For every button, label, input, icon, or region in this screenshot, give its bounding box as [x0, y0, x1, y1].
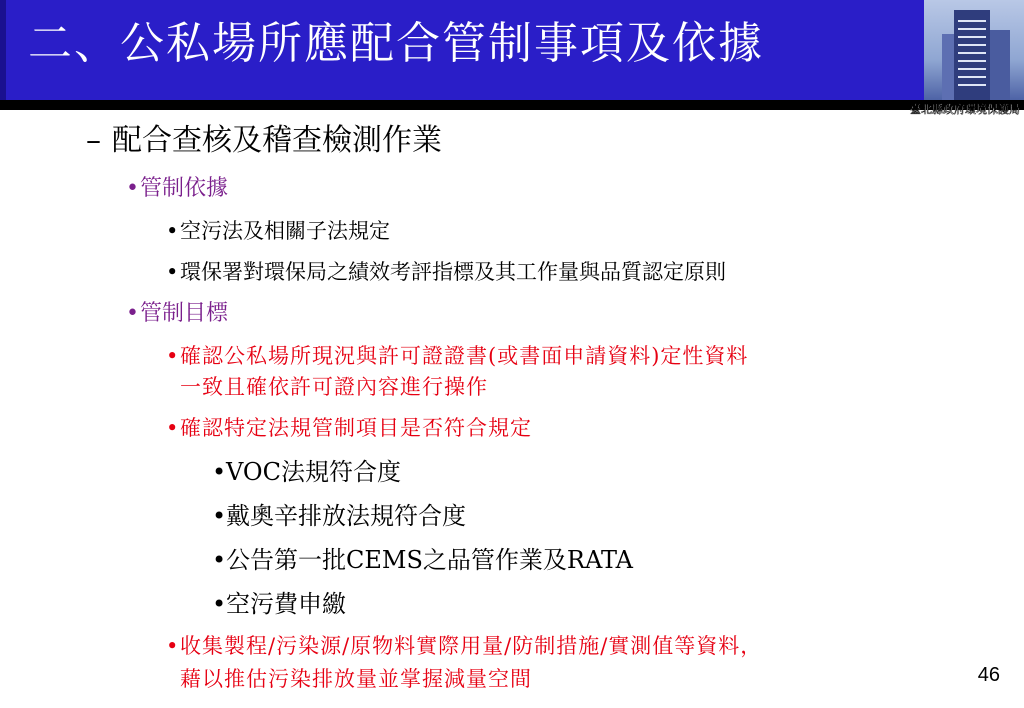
section-label-target: [126, 299, 228, 329]
bullet: •: [126, 176, 139, 201]
bullet: •: [212, 458, 227, 486]
bullet: •: [166, 219, 179, 243]
outline-heading: [86, 122, 442, 160]
bullet: •: [166, 416, 180, 440]
building-icon: [924, 0, 1024, 100]
section-label-text: 管制目標: [140, 301, 229, 326]
sub-list-item: [212, 544, 633, 576]
list-item-text: 收集製程/污染源/原物料實際用量/防制措施/實測值等資料，: [180, 634, 763, 658]
list-item-text: 空污法及相關子法規定: [180, 219, 390, 243]
sub-list-item-text: VOC法規符合度: [226, 458, 401, 486]
sub-list-item-text: 公告第一批CEMS之品管作業及RATA: [226, 546, 634, 574]
bullet: •: [212, 546, 227, 574]
list-item-continuation: 藉以推估污染排放量並掌握減量空間: [180, 667, 532, 691]
list-item-text: 確認特定法規管制項目是否符合規定: [180, 416, 532, 440]
section-label-text: 管制依據: [140, 176, 229, 201]
title-accent-strip: [0, 0, 6, 100]
title-bar: [0, 0, 940, 100]
sub-list-item-text: 戴奧辛排放法規符合度: [226, 502, 466, 530]
bullet: •: [212, 590, 227, 618]
title-underline: [0, 100, 1024, 110]
page-number: 46: [977, 664, 1000, 686]
heading-text: 配合查核及稽查檢測作業: [112, 123, 442, 158]
list-item: [166, 257, 726, 287]
bullet: •: [166, 344, 180, 368]
sub-list-item: [212, 456, 401, 488]
sub-list-item: [212, 500, 466, 532]
list-item: [166, 631, 762, 661]
bullet: •: [212, 502, 227, 530]
dash-marker: –: [86, 123, 101, 158]
page-title: 二、公私場所應配合管制事項及依據: [28, 18, 764, 69]
list-item-text: 確認公私場所現況與許可證證書(或書面申請資料)定性資料: [180, 344, 749, 368]
list-item-text: 環保署對環保局之績效考評指標及其工作量與品質認定原則: [180, 260, 726, 284]
list-item: [166, 413, 532, 443]
sub-list-item-text: 空污費申繳: [226, 590, 346, 618]
logo-caption: 臺北縣政府環境保護局: [910, 103, 1020, 116]
bullet: •: [166, 634, 180, 658]
list-item-continuation: 一致且確依許可證內容進行操作: [180, 375, 488, 399]
sub-list-item: [212, 588, 346, 620]
bullet: •: [166, 260, 179, 284]
section-label-basis: [126, 174, 228, 204]
bullet: •: [126, 301, 139, 326]
list-item: [166, 341, 748, 371]
list-item: [166, 216, 390, 246]
